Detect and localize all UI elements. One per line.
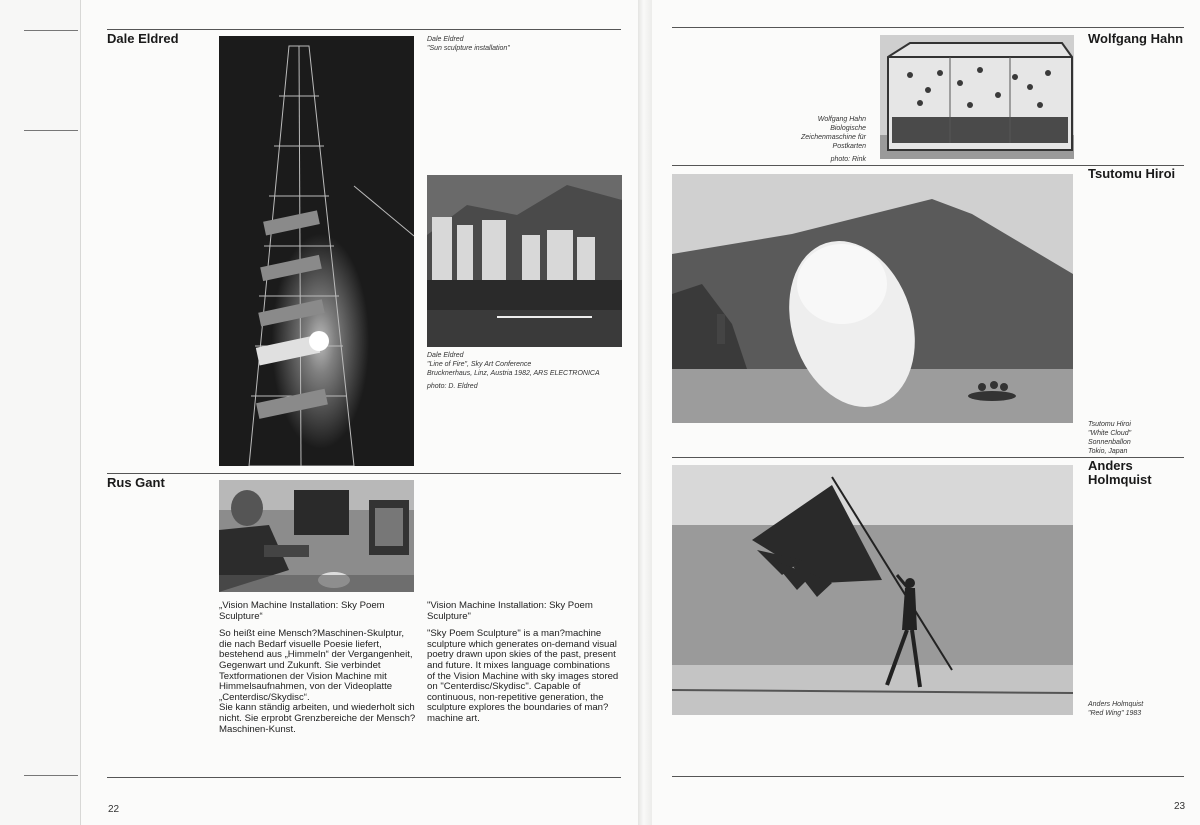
caption-line: Dale Eldred (427, 36, 464, 43)
artist-first-name: Anders (1088, 458, 1133, 473)
artist-name-tsutomu-hiroi: Tsutomu Hiroi (1088, 166, 1176, 181)
caption-line: "Sun sculpture installation" (427, 45, 510, 52)
caption-hahn (752, 115, 866, 164)
section-rule (107, 473, 621, 474)
book-gutter (638, 0, 652, 825)
artist-name-rus-gant: Rus Gant (107, 475, 165, 490)
caption-line: Brucknerhaus, Linz, Austria 1982, ARS ELECTRONICA (427, 370, 600, 377)
german-paragraph: So heißt eine Mensch?Maschinen-Skulptur, die nach Bedarf visuelle Poesie liefert, bestehend aus „Himmeln“ der Vergangenheit, Gegenwart und Zukunft. Sie verbindet Textformationen der Vision Machine mit Himmelsaufnahmen, von der Videoplatte „Centerdisc/Skydisc“. (219, 628, 413, 703)
caption-line: Sonnenballon (1088, 439, 1131, 446)
right-page (652, 0, 1200, 825)
caption-line-of-fire (427, 351, 600, 391)
caption-line: Tsutomu Hiroi (1088, 421, 1131, 428)
caption-line: Tokio, Japan (1088, 448, 1128, 455)
german-paragraph: Sie kann ständig arbeiten, und wiederholt sich nicht. Sie erprobt Grenzbereiche der Mensch?Maschinen-Kunst. (219, 702, 416, 735)
caption-hiroi (1088, 420, 1131, 456)
caption-photo-credit: photo: D. Eldred (427, 383, 478, 390)
english-text-block (427, 601, 619, 725)
section-rule (672, 27, 1184, 28)
artist-last-name: Holmquist (1088, 472, 1152, 487)
footer-rule (672, 776, 1184, 777)
edge-mark (24, 130, 78, 131)
german-title: „Vision Machine Installation: Sky Poem Sculpture“ (219, 600, 385, 622)
artist-name-anders-holmquist (1088, 459, 1152, 487)
photo-rus-gant (219, 480, 414, 592)
photo-red-wing (672, 465, 1073, 715)
caption-line: Postkarten (832, 143, 866, 150)
page-number-left: 22 (108, 804, 120, 815)
previous-page-edge (0, 0, 81, 825)
german-text-block (219, 601, 419, 735)
english-title: "Vision Machine Installation: Sky Poem Sculpture" (427, 600, 593, 622)
page-number-right: 23 (1174, 801, 1186, 812)
photo-hahn-drawing-machine (880, 35, 1074, 159)
edge-mark (24, 30, 78, 31)
caption-holmquist (1088, 700, 1143, 718)
caption-line: Biologische (830, 125, 866, 132)
caption-line: Wolfgang Hahn (817, 116, 866, 123)
photo-white-cloud (672, 174, 1073, 423)
english-paragraph: "Sky Poem Sculpture" is a man?machine sculpture which generates on-demand visual poetry drawn upon skies of the past, present and future. It mixes language combinations of the Vision Machine with sky images stored on "Centerdisc/Skydisc". Capable of continuous, non-repetitive generation, the sculpture explores the boundaries of man?machine art. (427, 628, 619, 724)
footer-rule (107, 777, 621, 778)
edge-mark (24, 775, 78, 776)
caption-sun-sculpture (427, 35, 510, 53)
photo-sun-sculpture (219, 36, 414, 466)
caption-line: "Line of Fire", Sky Art Conference (427, 361, 532, 368)
caption-photo-credit: photo: Rink (830, 156, 866, 163)
section-rule (107, 29, 621, 30)
caption-line: "Red Wing" 1983 (1088, 710, 1142, 717)
artist-name-wolfgang-hahn: Wolfgang Hahn (1088, 31, 1184, 46)
artist-name-dale-eldred: Dale Eldred (107, 31, 179, 46)
photo-line-of-fire (427, 175, 622, 347)
caption-line: Dale Eldred (427, 352, 464, 359)
caption-line: Anders Holmquist (1088, 701, 1144, 708)
caption-line: "White Cloud" (1088, 430, 1132, 437)
caption-line: Zeichenmaschine für (801, 134, 866, 141)
